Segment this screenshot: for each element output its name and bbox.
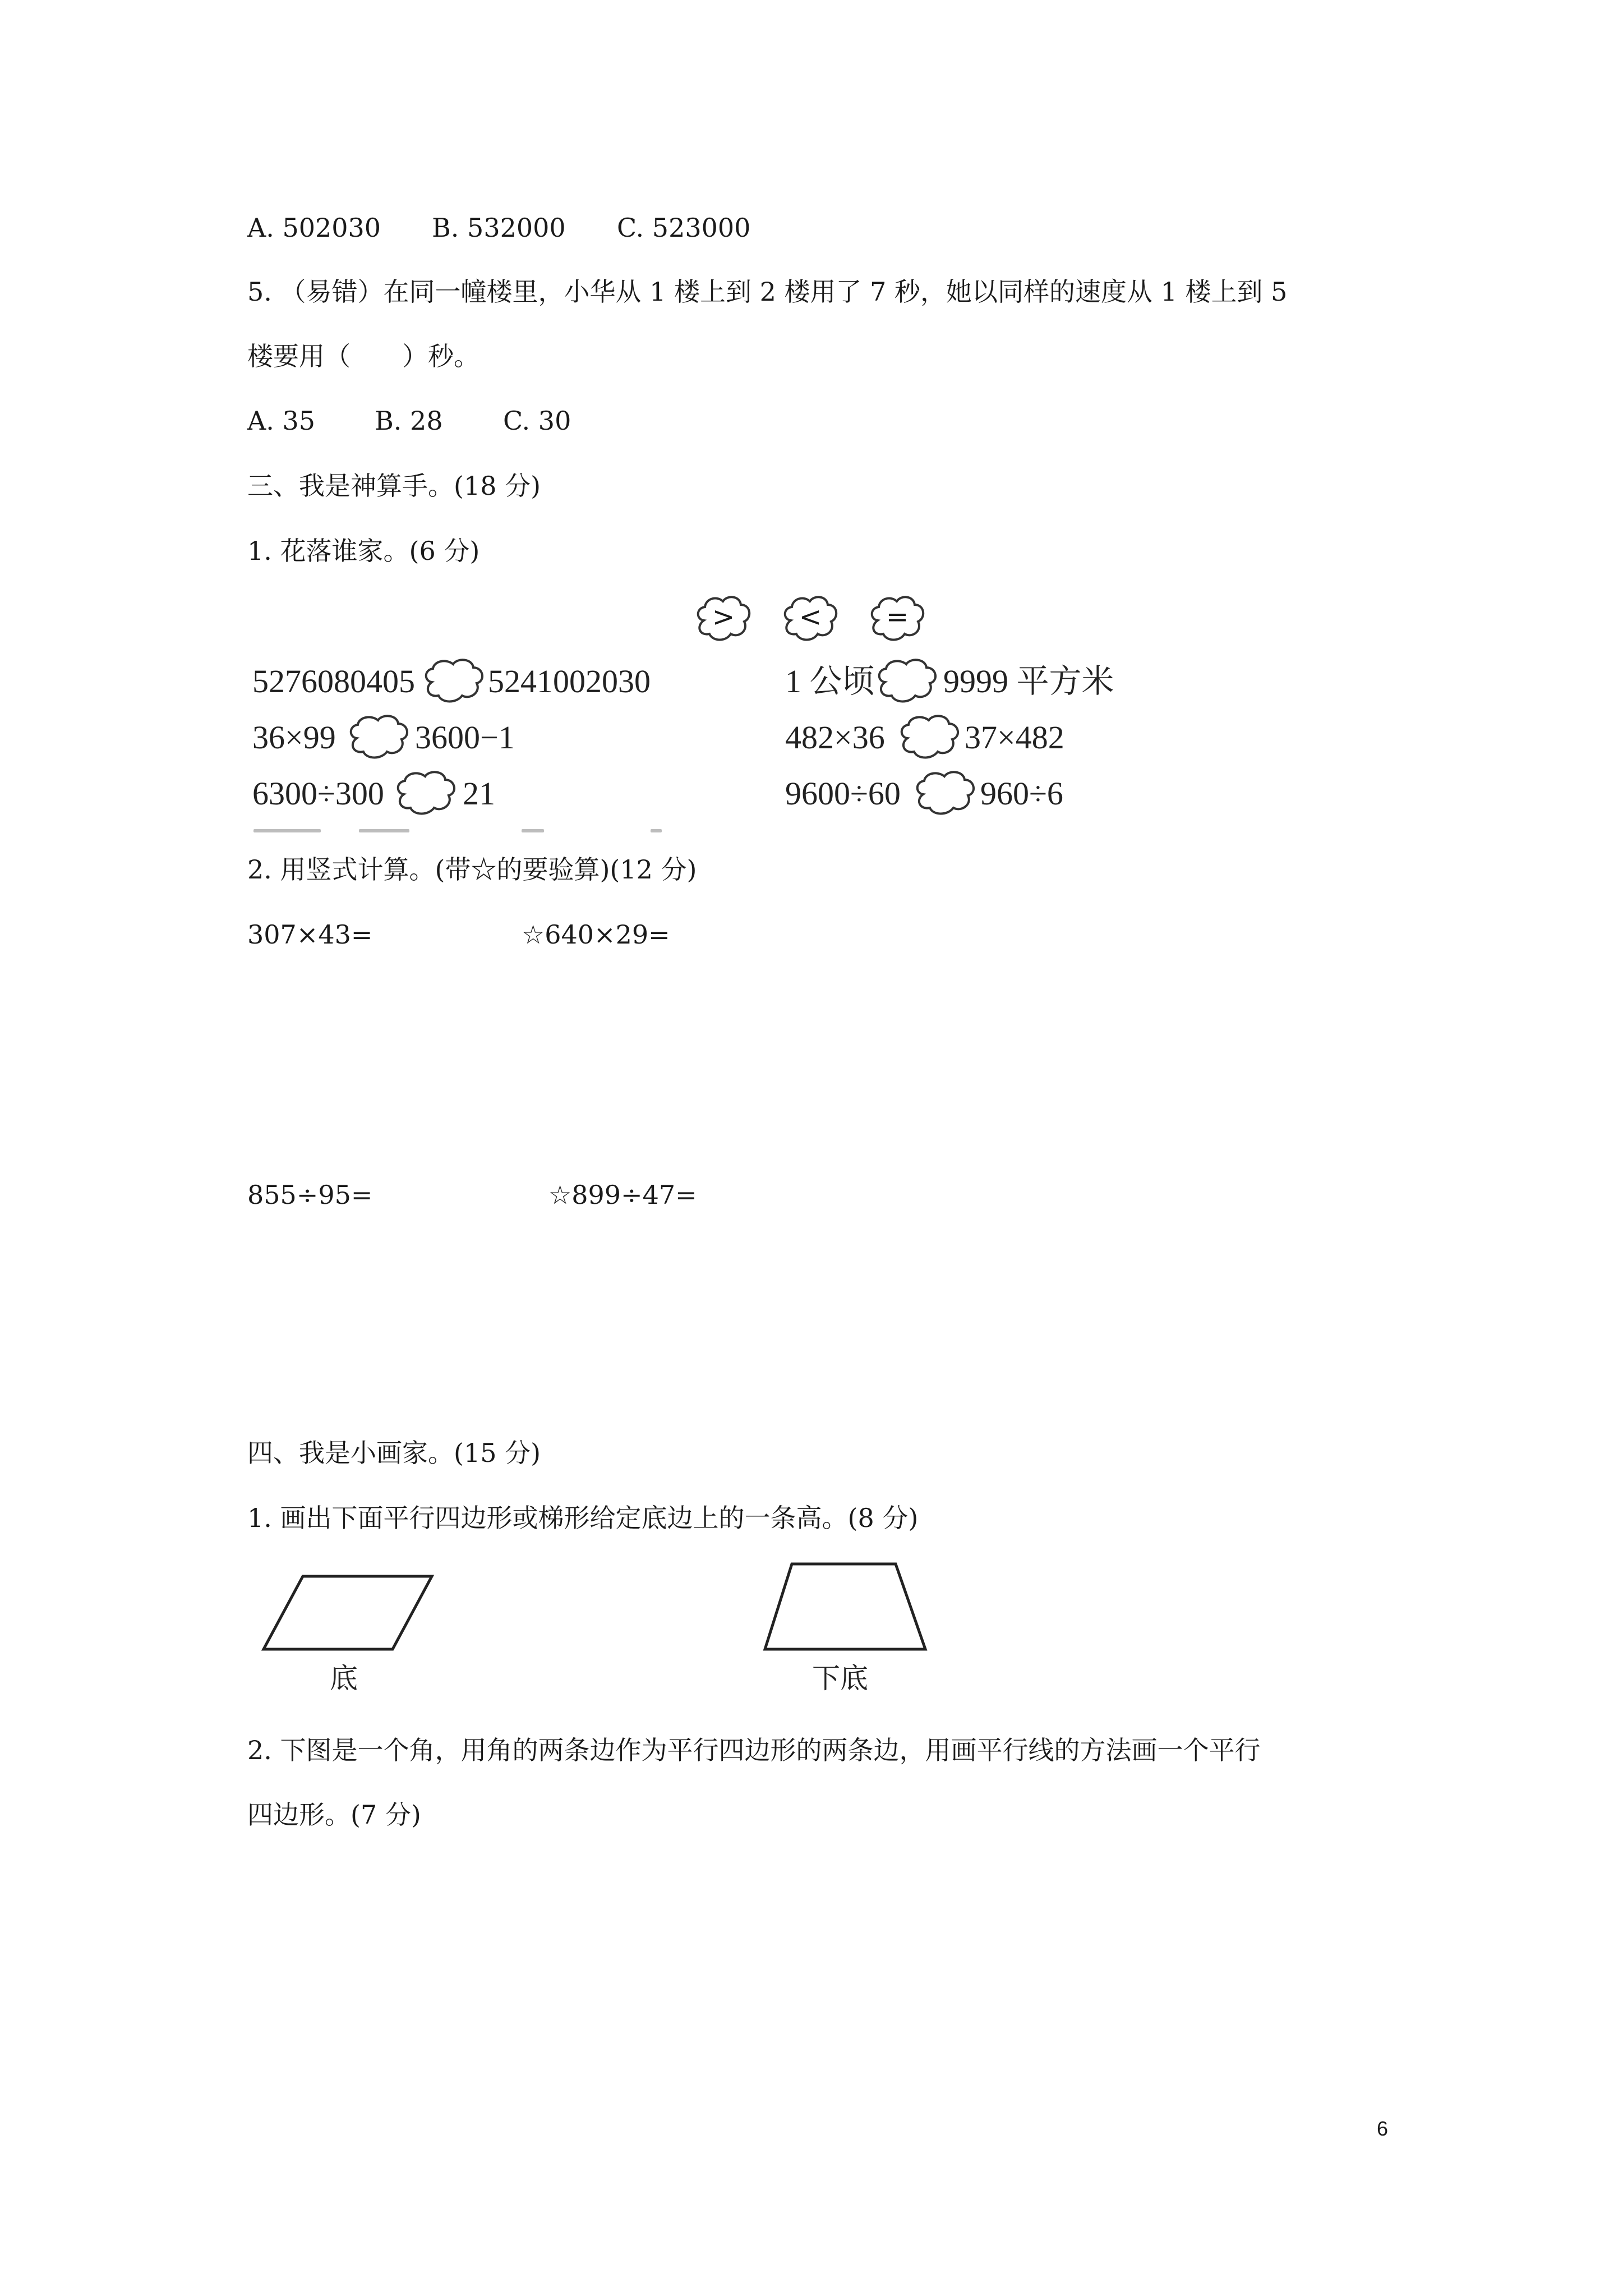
compare-left-5: 482×36 — [785, 719, 885, 756]
symbol-greater: > — [712, 601, 735, 633]
compare-left-3: 6300÷300 — [252, 775, 384, 812]
q5-option-b: B. 28 — [375, 406, 443, 436]
compare-right-1: 5241002030 — [488, 663, 651, 700]
section3-q2: 2. 用竖式计算。(带☆的要验算)(12 分) — [247, 854, 697, 885]
compare-left-6: 9600÷60 — [785, 775, 901, 812]
answer-cloud-1[interactable] — [422, 657, 488, 703]
q4-option-c: C. 523000 — [617, 213, 751, 243]
compare-right-2: 3600−1 — [415, 719, 515, 756]
symbol-equal: = — [886, 601, 909, 633]
answer-cloud-4[interactable] — [875, 657, 941, 703]
compare-right-5: 37×482 — [965, 719, 1064, 756]
compare-right-3: 21 — [463, 775, 495, 812]
compare-left-1: 5276080405 — [252, 663, 415, 700]
trapezoid-base-label: 下底 — [812, 1662, 868, 1695]
cropped-line-fragment — [359, 829, 409, 832]
q5-text-line2: 楼要用（ ）秒。 — [247, 341, 479, 371]
symbol-less: < — [799, 601, 822, 633]
answer-cloud-5[interactable] — [897, 714, 963, 760]
answer-cloud-3[interactable] — [394, 770, 460, 816]
cloud-symbol-equal — [866, 593, 928, 644]
section3-heading: 三、我是神算手。(18 分) — [247, 471, 541, 501]
q4-option-b: B. 532000 — [432, 213, 566, 243]
section4-heading: 四、我是小画家。(15 分) — [247, 1438, 541, 1468]
answer-cloud-2[interactable] — [347, 714, 413, 760]
parallelogram-base-label: 底 — [330, 1662, 358, 1695]
parallelogram-figure — [258, 1571, 437, 1660]
q5-text-line1: 5. （易错）在同一幢楼里，小华从 1 楼上到 2 楼用了 7 秒，她以同样的速度从 1 楼上到 5 — [247, 277, 1288, 307]
trapezoid-figure — [758, 1558, 932, 1659]
cloud-symbol-greater — [693, 593, 754, 644]
q5-option-a: A. 35 — [247, 406, 315, 436]
cropped-line-fragment — [522, 829, 544, 832]
q4-option-a: A. 502030 — [247, 213, 381, 243]
calc-3: 855÷95= — [247, 1180, 373, 1210]
cropped-line-fragment — [651, 829, 662, 832]
compare-right-4: 9999 平方米 — [943, 663, 1114, 700]
section3-q1: 1. 花落谁家。(6 分) — [247, 536, 480, 566]
calc-2: ☆640×29= — [522, 919, 670, 950]
q5-option-c: C. 30 — [503, 406, 571, 436]
compare-left-2: 36×99 — [252, 719, 336, 756]
page-number: 6 — [1377, 2117, 1389, 2140]
section4-q2-line2: 四边形。(7 分) — [247, 1800, 421, 1830]
compare-right-6: 960÷6 — [980, 775, 1063, 812]
cropped-line-fragment — [253, 829, 321, 832]
section4-q1: 1. 画出下面平行四边形或梯形给定底边上的一条高。(8 分) — [247, 1503, 919, 1533]
cloud-symbol-less — [780, 593, 841, 644]
calc-4: ☆899÷47= — [548, 1180, 697, 1210]
calc-1: 307×43= — [247, 919, 373, 950]
section4-q2-line1: 2. 下图是一个角，用角的两条边作为平行四边形的两条边，用画平行线的方法画一个平行 — [247, 1735, 1261, 1765]
answer-cloud-6[interactable] — [913, 770, 979, 816]
compare-left-4: 1 公顷 — [785, 663, 875, 700]
